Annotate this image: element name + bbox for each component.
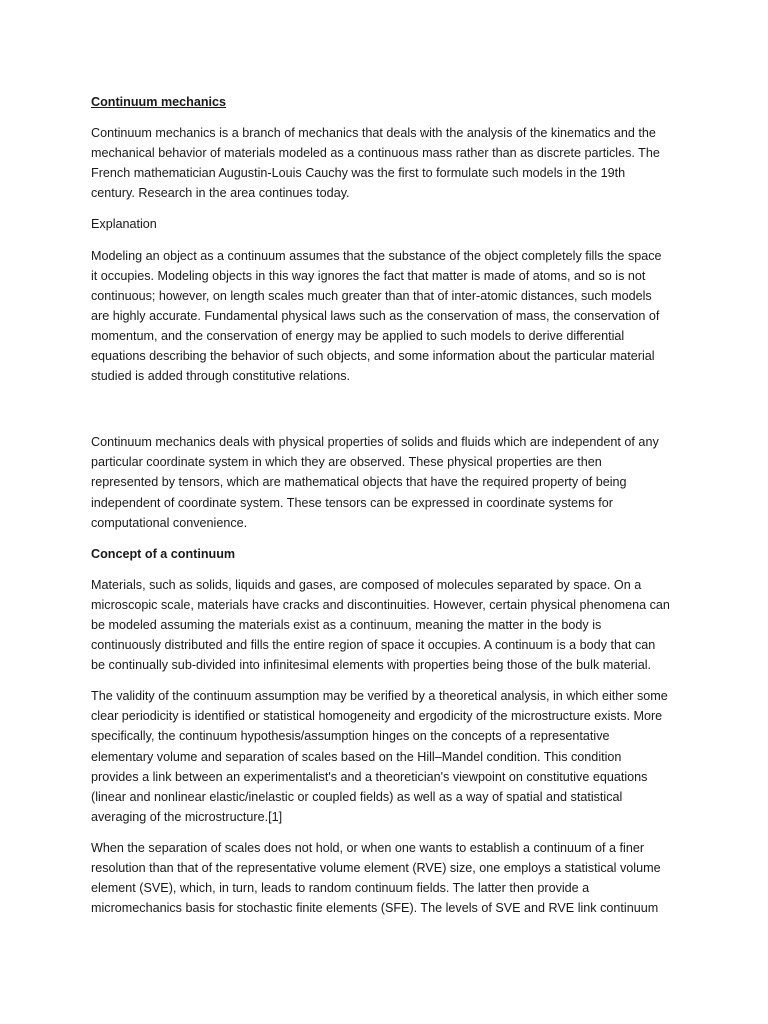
concept-paragraph-2: The validity of the continuum assumption may be verified by a theoretical analysis, in which either some clear periodicity is identified or statistical homogeneity and ergodicity of the microstructure exists. More specifically, the continuum hypothesis/assumption hinges on the concepts of a representative elementary volume and separation of scales based on the Hill–Mandel condition. This condition provides a link between an experimentalist's and a theoretician's viewpoint on constitutive equations (linear and nonlinear elastic/inelastic or coupled fields) as well as a way of spatial and statistical averaging of the microstructure.[1]	[91, 689, 668, 824]
document-page	[91, 92, 671, 929]
explanation-paragraph-2: Continuum mechanics deals with physical properties of solids and fluids which are independent of any particular coordinate system in which they are observed. These physical properties are then represented by tensors, which are mathematical objects that have the required property of being independent of coordinate system. These tensors can be expressed in coordinate systems for computational convenience.	[91, 435, 659, 530]
explanation-paragraph-1: Modeling an object as a continuum assumes that the substance of the object completely fills the space it occupies. Modeling objects in this way ignores the fact that matter is made of atoms, and so is not continuous; however, on length scales much greater than that of inter-atomic distances, such models are highly accurate. Fundamental physical laws such as the conservation of mass, the conservation of momentum, and the conservation of energy may be applied to such models to derive differential equations describing the behavior of such objects, and some information about the particular material studied is added through constitutive relations.	[91, 248, 662, 384]
explanation-heading: Explanation	[91, 217, 157, 232]
intro-paragraph: Continuum mechanics is a branch of mechanics that deals with the analysis of the kinematics and the mechanical behavior of materials modeled as a continuous mass rather than as discrete particles. The French mathematician Augustin-Louis Cauchy was the first to formulate such models in the 19th century. Research in the area continues today.	[91, 126, 660, 201]
document-title: Continuum mechanics	[91, 95, 227, 109]
concept-paragraph-1: Materials, such as solids, liquids and gases, are composed of molecules separated by space. On a microscopic scale, materials have cracks and discontinuities. However, certain physical phenomena can be modeled assuming the materials exist as a continuum, meaning the matter in the body is continuously distributed and fills the entire region of space it occupies. A continuum is a body that can be continually sub-divided into infinitesimal elements with properties being those of the bulk material.	[91, 577, 670, 673]
concept-heading: Concept of a continuum	[91, 546, 236, 561]
concept-paragraph-3: When the separation of scales does not hold, or when one wants to establish a continuum of a finer resolution than that of the representative volume element (RVE) size, one employs a statistical volume element (SVE), which, in turn, leads to random continuum fields. The latter then provide a micromechanics basis for stochastic finite elements (SFE). The levels of SVE and RVE link continuum	[91, 840, 661, 916]
